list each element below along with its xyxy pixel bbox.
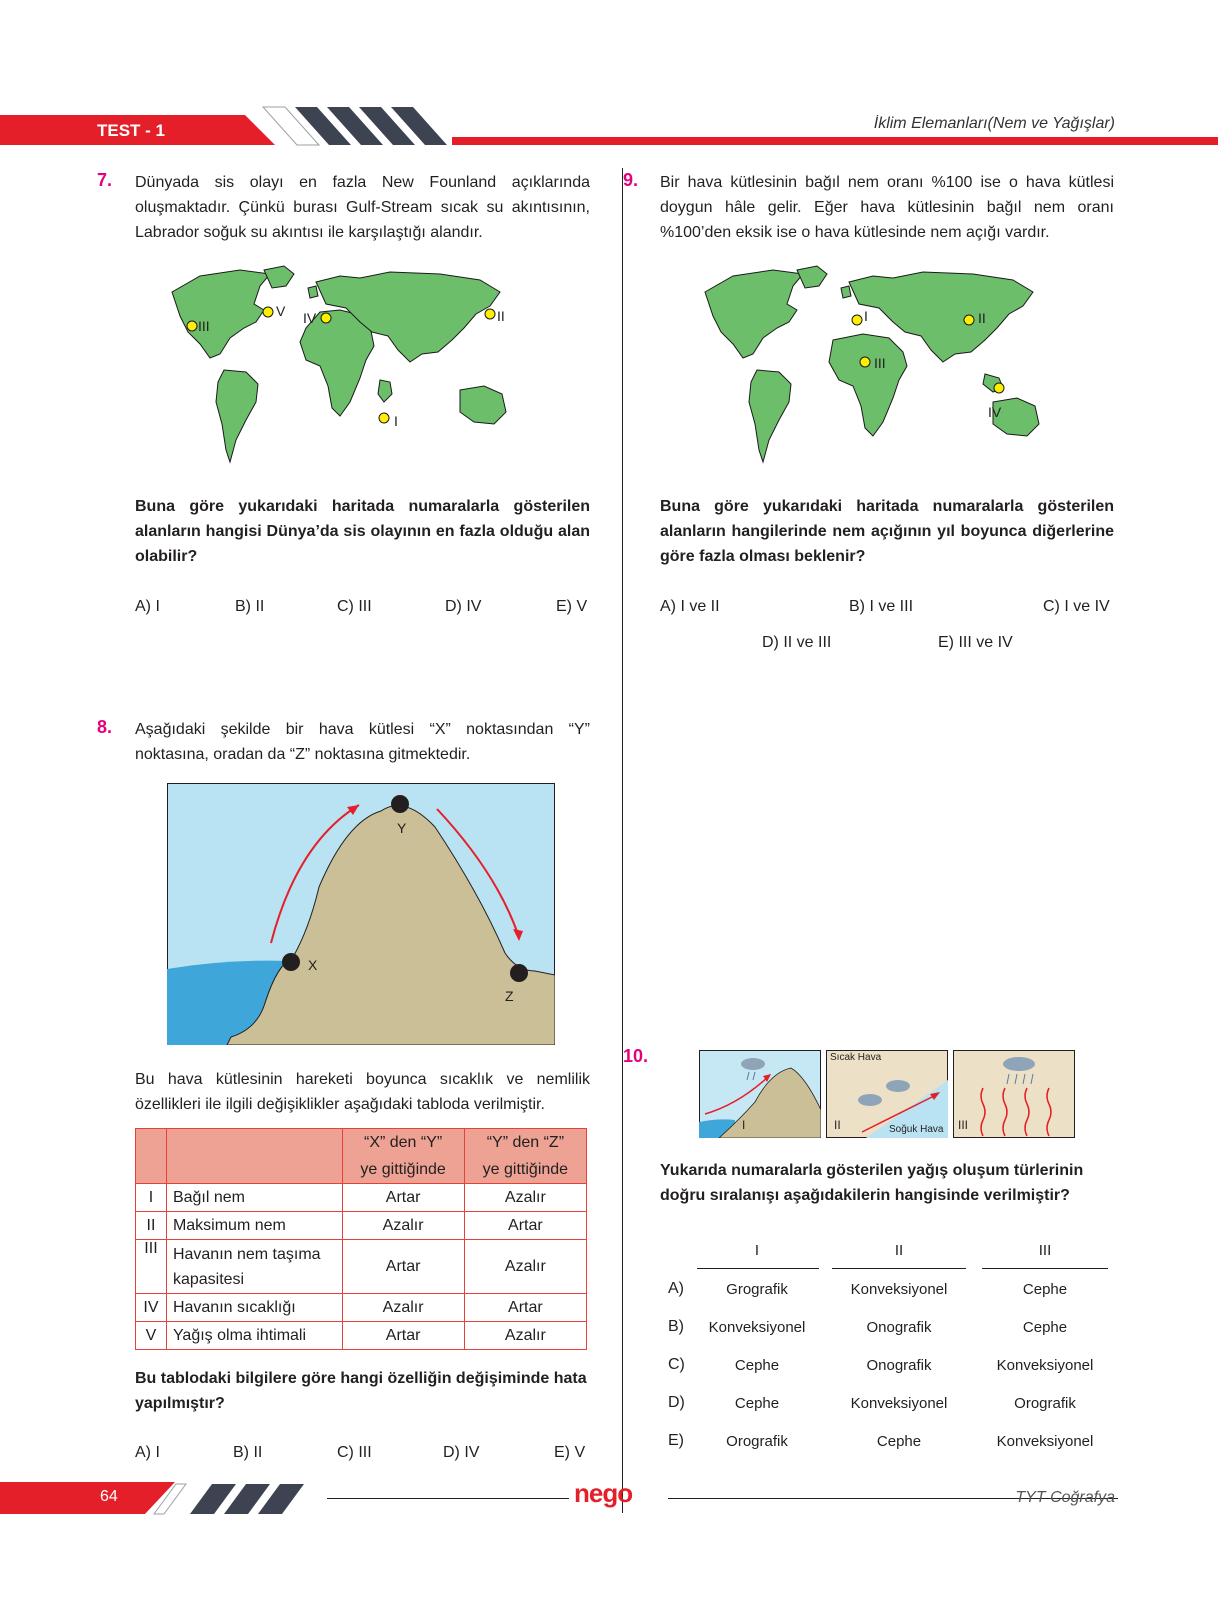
cold-air-label: Soğuk Hava [889,1124,944,1135]
panel-convective [953,1050,1075,1138]
table-row: IV Havanın sıcaklığı Azalır Artar [136,1294,587,1322]
panel-label-I: I [742,1118,746,1132]
header-stripes [255,105,455,147]
book-title: TYT Coğrafya [1015,1489,1115,1506]
panel-orographic [699,1050,821,1138]
map-label-V: V [276,303,286,319]
option-c[interactable]: C) III [337,598,372,615]
option-b[interactable]: B) I ve III [849,598,914,615]
footer-line [327,1498,569,1499]
question-number: 8. [97,717,113,737]
option-b[interactable]: B) II [235,598,265,615]
question-prompt: Yukarıda numaralarla gösterilen yağış oluşum türlerinin doğru sıralanışı aşağıdakilerin hangisinde verilmiştir? [660,1162,1084,1204]
header-rule [832,1268,966,1269]
map-label-I: I [394,413,398,429]
col-yz-line1: “Y” den “Z” [486,1134,565,1151]
question-prompt: Buna göre yukarıdaki haritada numaralarla gösterilen alanların hangilerinde nem açığının yıl boyunca diğerlerine göre fazla olması beklenir? [660,498,1114,565]
question-text: Bir hava kütlesinin bağıl nem oranı %100 ise o hava kütlesi doygun hâle gelir. Eğer hava kütlesinin bağıl nem oranı %100’den eksik ise o hava kütlesinde nem açığı vardır. [660,174,1114,241]
world-map-q7 [160,262,560,472]
option-d[interactable]: D) IV [445,598,482,615]
option-a[interactable]: A) I ve II [660,598,720,615]
table-row: I Bağıl nem Artar Azalır [136,1184,587,1212]
world-map-q9 [693,262,1093,472]
map-label-III: III [198,318,210,334]
option-a[interactable]: A) I [135,1444,160,1461]
table-row: II Maksimum nem Azalır Artar [136,1212,587,1240]
question-number: 7. [97,170,113,190]
option-c[interactable]: C) III [337,1444,372,1461]
option-e[interactable]: E) III ve IV [938,634,1013,651]
mountain-figure [167,783,555,1045]
test-label: TEST - 1 [97,121,166,140]
header-rule [697,1268,819,1269]
option-a[interactable]: A) I [135,598,160,615]
col-yz-line2: ye gittiğinde [482,1161,569,1178]
option-c[interactable]: C) I ve IV [1043,598,1110,615]
option-b[interactable]: B) II [233,1444,263,1461]
publisher-logo: nego [574,1478,633,1508]
question-prompt: Bu tablodaki bilgilere göre hangi özelliğin değişiminde hata yapılmıştır? [135,1370,587,1412]
option-d[interactable]: D) II ve III [762,634,832,651]
map-label-II: II [497,308,505,324]
label-z: Z [505,988,514,1004]
question-text: Dünyada sis olayı en fazla New Founland açıklarında oluşmaktadır. Çünkü burası Gulf-Stream sıcak su akıntısının, Labrador soğuk su akıntısı ile karşılaştığı alandır. [135,174,590,241]
map-label-I: I [864,308,868,324]
question-number: 9. [623,170,639,190]
option-e[interactable]: E) V [554,1444,586,1461]
footer-stripes [150,1482,330,1516]
label-x: X [308,957,318,973]
column-divider [622,168,623,1513]
footer-red-band [0,1482,175,1514]
map-label-IV: IV [988,404,1002,420]
header-red-line [452,137,1218,145]
header-rule [982,1268,1108,1269]
answer-header-II: II [894,1242,904,1259]
label-y: Y [397,820,407,836]
answer-header-III: III [1038,1242,1052,1259]
question-prompt: Buna göre yukarıdaki haritada numaralarla gösterilen alanların hangisi Dünya’da sis olayının en fazla olduğu alan olabilir? [135,498,590,565]
col-xy-line1: “X” den “Y” [363,1134,443,1151]
question-number: 10. [623,1046,649,1066]
table-row: III Havanın nem taşıma kapasitesi Artar Azalır [136,1240,587,1294]
col-xy-line2: ye gittiğinde [360,1161,446,1178]
map-label-IV: IV [303,310,317,326]
question-text: Aşağıdaki şekilde bir hava kütlesi “X” noktasından “Y” noktasına, oradan da “Z” noktasına gitmektedir. [135,721,590,763]
topic-title: İklim Elemanları(Nem ve Yağışlar) [873,115,1115,132]
option-d[interactable]: D) IV [443,1444,480,1461]
table-intro: Bu hava kütlesinin hareketi boyunca sıcaklık ve nemlilik özellikleri ile ilgili değişiklikler aşağıdaki tabloda verilmiştir. [135,1071,590,1113]
table-row: V Yağış olma ihtimali Artar Azalır [136,1322,587,1350]
map-label-II: II [978,310,986,326]
data-table [135,1128,587,1350]
panel-label-III: III [958,1118,969,1132]
warm-air-label: Sıcak Hava [830,1052,882,1063]
panel-label-II: II [834,1118,841,1132]
answer-header-I: I [754,1242,760,1259]
page-number: 64 [100,1488,118,1505]
map-label-III: III [874,355,886,371]
option-e[interactable]: E) V [556,598,588,615]
